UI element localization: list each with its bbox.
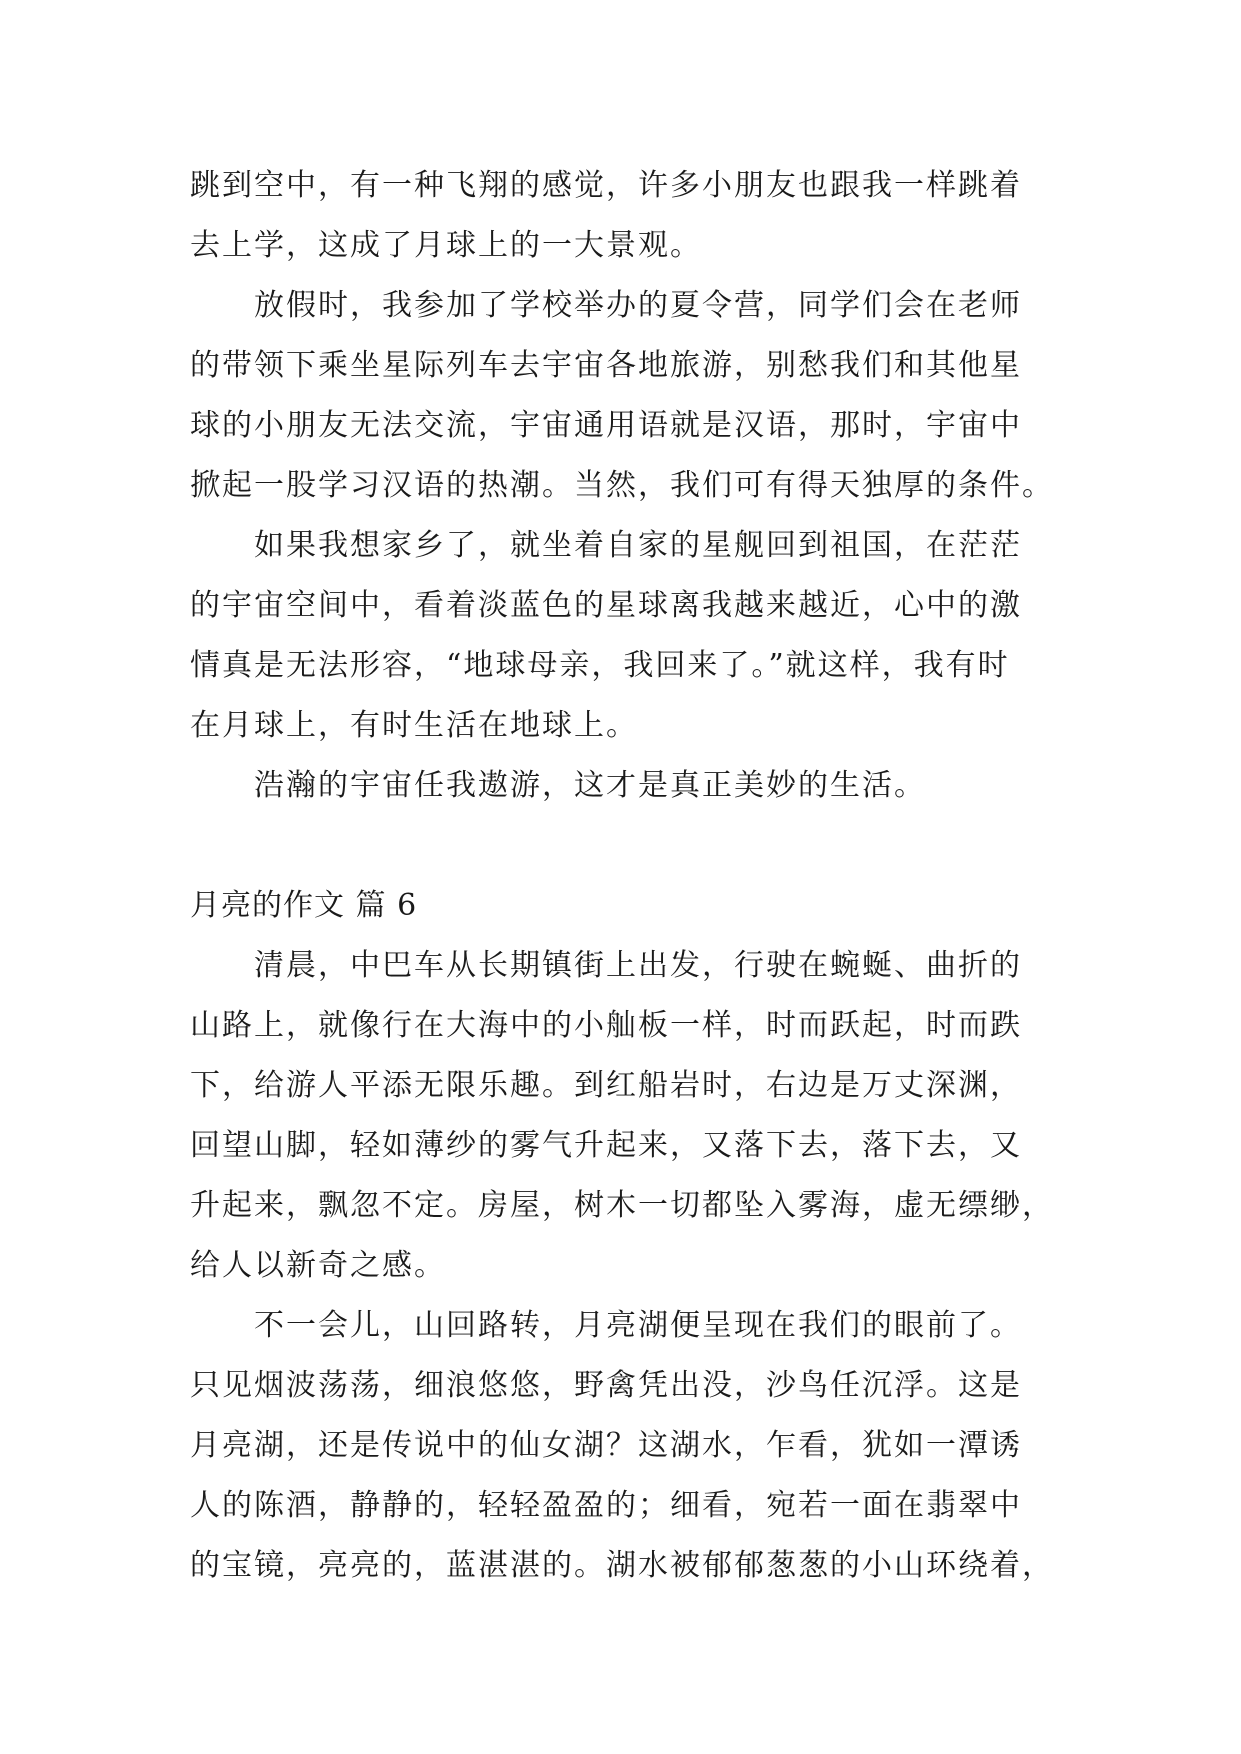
- text-line: 清晨，中巴车从长期镇街上出发，行驶在蜿蜒、曲折的: [254, 948, 1022, 983]
- text-line: 跳到空中，有一种飞翔的感觉，许多小朋友也跟我一样跳着: [190, 168, 1022, 203]
- section-spacer: [190, 816, 1070, 876]
- paragraph: [190, 756, 1070, 816]
- paragraph: [190, 156, 1070, 276]
- text-line: 山路上，就像行在大海中的小舢板一样，时而跃起，时而跌: [190, 1008, 1022, 1043]
- text-line: 放假时，我参加了学校举办的夏令营，同学们会在老师: [254, 288, 1022, 323]
- paragraph: [190, 276, 1070, 516]
- text-line: 掀起一股学习汉语的热潮。当然，我们可有得天独厚的条件。: [190, 468, 1054, 503]
- paragraph: [190, 1296, 1070, 1596]
- text-line: 如果我想家乡了，就坐着自家的星舰回到祖国，在茫茫: [254, 528, 1022, 563]
- text-line: 只见烟波荡荡，细浪悠悠，野禽凭出没，沙鸟任沉浮。这是: [190, 1368, 1022, 1403]
- text-line: 升起来，飘忽不定。房屋，树木一切都坠入雾海，虚无缥缈，: [190, 1188, 1054, 1223]
- text-line: 回望山脚，轻如薄纱的雾气升起来，又落下去，落下去，又: [190, 1128, 1022, 1163]
- text-line: 下，给游人平添无限乐趣。到红船岩时，右边是万丈深渊，: [190, 1068, 1022, 1103]
- paragraph: [190, 936, 1070, 1296]
- text-line: 的宝镜，亮亮的，蓝湛湛的。湖水被郁郁葱葱的小山环绕着，: [190, 1548, 1054, 1583]
- text-line: 球的小朋友无法交流，宇宙通用语就是汉语，那时，宇宙中: [190, 408, 1022, 443]
- text-line: 给人以新奇之感。: [190, 1248, 446, 1283]
- text-line: 的宇宙空间中，看着淡蓝色的星球离我越来越近，心中的激: [190, 588, 1022, 623]
- text-line: 人的陈酒，静静的，轻轻盈盈的；细看，宛若一面在翡翠中: [190, 1488, 1022, 1523]
- text-line: 月亮湖，还是传说中的仙女湖？这湖水，乍看，犹如一潭诱: [190, 1428, 1022, 1463]
- text-line: 不一会儿，山回路转，月亮湖便呈现在我们的眼前了。: [254, 1308, 1022, 1343]
- text-line: 在月球上，有时生活在地球上。: [190, 708, 638, 743]
- document-body: [190, 156, 1070, 1596]
- text-line: 的带领下乘坐星际列车去宇宙各地旅游，别愁我们和其他星: [190, 348, 1022, 383]
- section-title: 月亮的作文 篇 6: [190, 888, 418, 923]
- text-line: 去上学，这成了月球上的一大景观。: [190, 228, 702, 263]
- paragraph: [190, 516, 1070, 756]
- text-line: 浩瀚的宇宙任我遨游，这才是真正美妙的生活。: [254, 768, 926, 803]
- text-line: 情真是无法形容，“地球母亲，我回来了。”就这样，我有时: [190, 648, 1010, 683]
